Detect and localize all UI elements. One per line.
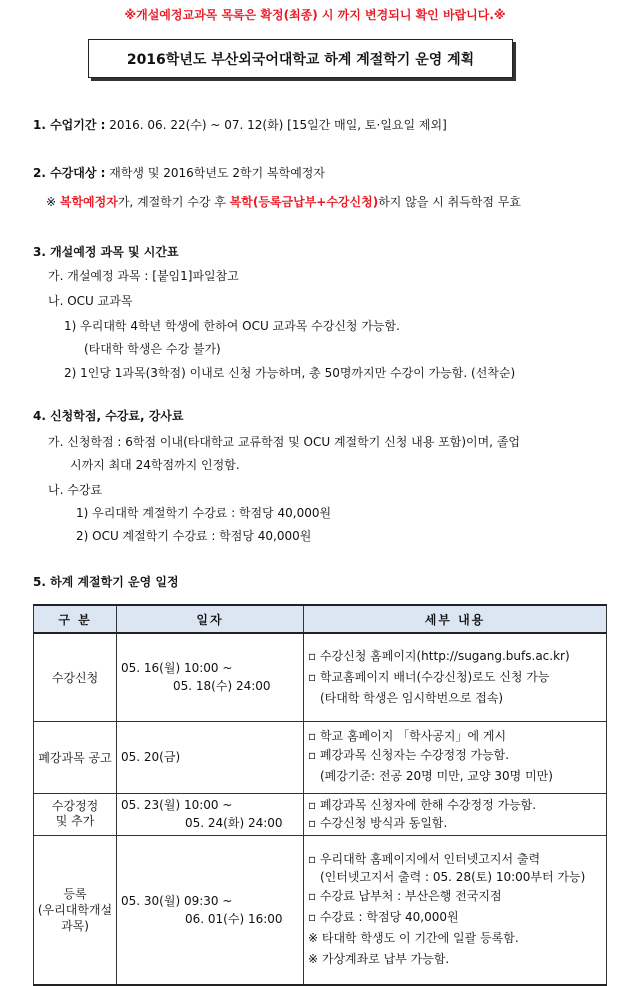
table-row bbox=[34, 835, 607, 985]
notice-banner: ※개설예정교과목 목록은 확정(최종) 시 까지 변경되니 확인 바랍니다.※ bbox=[124, 8, 506, 22]
detail-line: ▫ 수강료 : 학점당 40,000원 bbox=[308, 909, 459, 924]
section-4-item-a2: 시까지 최대 24학점까지 인정함. bbox=[70, 458, 240, 472]
row-details bbox=[304, 633, 607, 721]
section-3-item-b2: 2) 1인당 1과목(3학점) 이내로 신청 가능하며, 총 50명까지만 수강이 가능함. (선착순) bbox=[64, 366, 516, 380]
section-5-heading: 5. 하계 계절학기 운영 일정 bbox=[33, 575, 179, 589]
note-suffix-text: 하지 않을 시 취득학점 무효 bbox=[378, 195, 521, 209]
row-date bbox=[117, 793, 304, 835]
note-mark: ※ bbox=[46, 195, 60, 209]
table-row bbox=[34, 793, 607, 835]
section-2-heading: 2. 수강대상 : bbox=[33, 166, 106, 180]
note-red-reenroll: 복학(등록금납부+수강신청) bbox=[229, 195, 379, 209]
date-end: 05. 18(수) 24:00 bbox=[173, 679, 271, 694]
detail-line: ※ 가상계좌로 납부 가능함. bbox=[308, 951, 450, 966]
row-label-line: 및 추가 bbox=[55, 814, 95, 828]
schedule-table bbox=[33, 604, 607, 986]
date-start: 05. 20(금) bbox=[121, 750, 181, 764]
detail-line: ※ 타대학 학생도 이 기간에 일괄 등록함. bbox=[308, 930, 519, 945]
header-details: 세부 내용 bbox=[304, 605, 607, 633]
date-end: 06. 01(수) 16:00 bbox=[185, 911, 283, 926]
row-date bbox=[117, 721, 304, 793]
detail-line: ▫ 폐강과목 신청자에 한해 수강정정 가능함. bbox=[308, 798, 537, 812]
section-2 bbox=[33, 164, 325, 181]
note-red-returning: 복학예정자 bbox=[59, 195, 118, 209]
section-2-note bbox=[46, 193, 521, 210]
row-label bbox=[34, 721, 117, 793]
detail-line: ▫ 우리대학 홈페이지에서 인터넷고지서 출력 bbox=[308, 851, 541, 866]
detail-line: ▫ 수강신청 방식과 동일함. bbox=[308, 816, 448, 830]
section-1-text: 2016. 06. 22(수) ~ 07. 12(화) [15일간 매일, 토·일요일 제외] bbox=[105, 118, 447, 132]
row-label-line: 수강정정 bbox=[51, 799, 99, 813]
section-1 bbox=[33, 116, 447, 133]
detail-line: (폐강기준: 전공 20명 미만, 교양 30명 미만) bbox=[320, 769, 553, 783]
schedule-header-row bbox=[34, 605, 607, 633]
section-1-heading: 1. 수업기간 : bbox=[33, 118, 106, 132]
section-4-item-b1: 1) 우리대학 계절학기 수강료 : 학점당 40,000원 bbox=[76, 506, 332, 520]
section-3-item-a: 가. 개설예정 과목 : [붙임1]파일참고 bbox=[48, 269, 239, 283]
section-3-item-b: 나. OCU 교과목 bbox=[48, 294, 133, 308]
header-date: 일자 bbox=[117, 605, 304, 633]
row-label bbox=[34, 793, 117, 835]
table-row bbox=[34, 721, 607, 793]
date-start: 05. 16(월) 10:00 ~ bbox=[121, 661, 233, 676]
header-category: 구 분 bbox=[34, 605, 117, 633]
row-label-line: (우리대학개설 bbox=[37, 902, 113, 917]
detail-line: ▫ 수강신청 홈페이지(http://sugang.bufs.ac.kr) bbox=[308, 648, 570, 663]
note-mid-text: 가, 계절학기 수강 후 bbox=[117, 195, 230, 209]
section-3-item-b1: 1) 우리대학 4학년 학생에 한하여 OCU 교과목 수강신청 가능함. bbox=[64, 319, 400, 333]
detail-line: ▫ 폐강과목 신청자는 수강정정 가능함. bbox=[308, 748, 510, 762]
detail-line: (인터넷고지서 출력 : 05. 28(토) 10:00부터 가능) bbox=[320, 869, 586, 884]
row-details bbox=[304, 721, 607, 793]
row-label bbox=[34, 835, 117, 985]
section-4-item-b: 나. 수강료 bbox=[48, 483, 102, 497]
section-4-item-b2: 2) OCU 계절학기 수강료 : 학점당 40,000원 bbox=[76, 529, 312, 543]
row-label-line: 등록 bbox=[63, 886, 87, 901]
row-label-line: 과목) bbox=[61, 918, 89, 933]
detail-line: ▫ 학교홈페이지 배너(수강신청)로도 신청 가능 bbox=[308, 669, 550, 684]
date-end: 05. 24(화) 24:00 bbox=[185, 816, 283, 830]
section-4-heading: 4. 신청학점, 수강료, 강사료 bbox=[33, 409, 184, 423]
row-date bbox=[117, 835, 304, 985]
table-row bbox=[34, 633, 607, 721]
document-title-box bbox=[88, 39, 513, 78]
date-start: 05. 23(월) 10:00 ~ bbox=[121, 798, 233, 812]
section-4-item-a1: 가. 신청학점 : 6학점 이내(타대학교 교류학점 및 OCU 계절학기 신청 내용 포함)이며, 졸업 bbox=[48, 435, 520, 449]
section-3-heading: 3. 개설예정 과목 및 시간표 bbox=[33, 245, 179, 259]
document-title: 2016학년도 부산외국어대학교 하계 계절학기 운영 계획 bbox=[126, 51, 475, 68]
row-details bbox=[304, 793, 607, 835]
detail-line: ▫ 수강료 납부처 : 부산은행 전국지점 bbox=[308, 888, 502, 903]
section-3-item-b1-note: (타대학 학생은 수강 불가) bbox=[84, 342, 221, 356]
row-label bbox=[34, 633, 117, 721]
detail-line: (타대학 학생은 임시학번으로 접속) bbox=[320, 690, 504, 705]
row-label-line: 수강신청 bbox=[51, 670, 99, 685]
row-details bbox=[304, 835, 607, 985]
detail-line: ▫ 학교 홈페이지 「학사공지」에 게시 bbox=[308, 729, 507, 743]
row-date bbox=[117, 633, 304, 721]
row-label-line: 폐강과목 공고 bbox=[38, 750, 112, 765]
section-2-text: 재학생 및 2016학년도 2학기 복학예정자 bbox=[105, 166, 325, 180]
date-start: 05. 30(월) 09:30 ~ bbox=[121, 893, 233, 908]
